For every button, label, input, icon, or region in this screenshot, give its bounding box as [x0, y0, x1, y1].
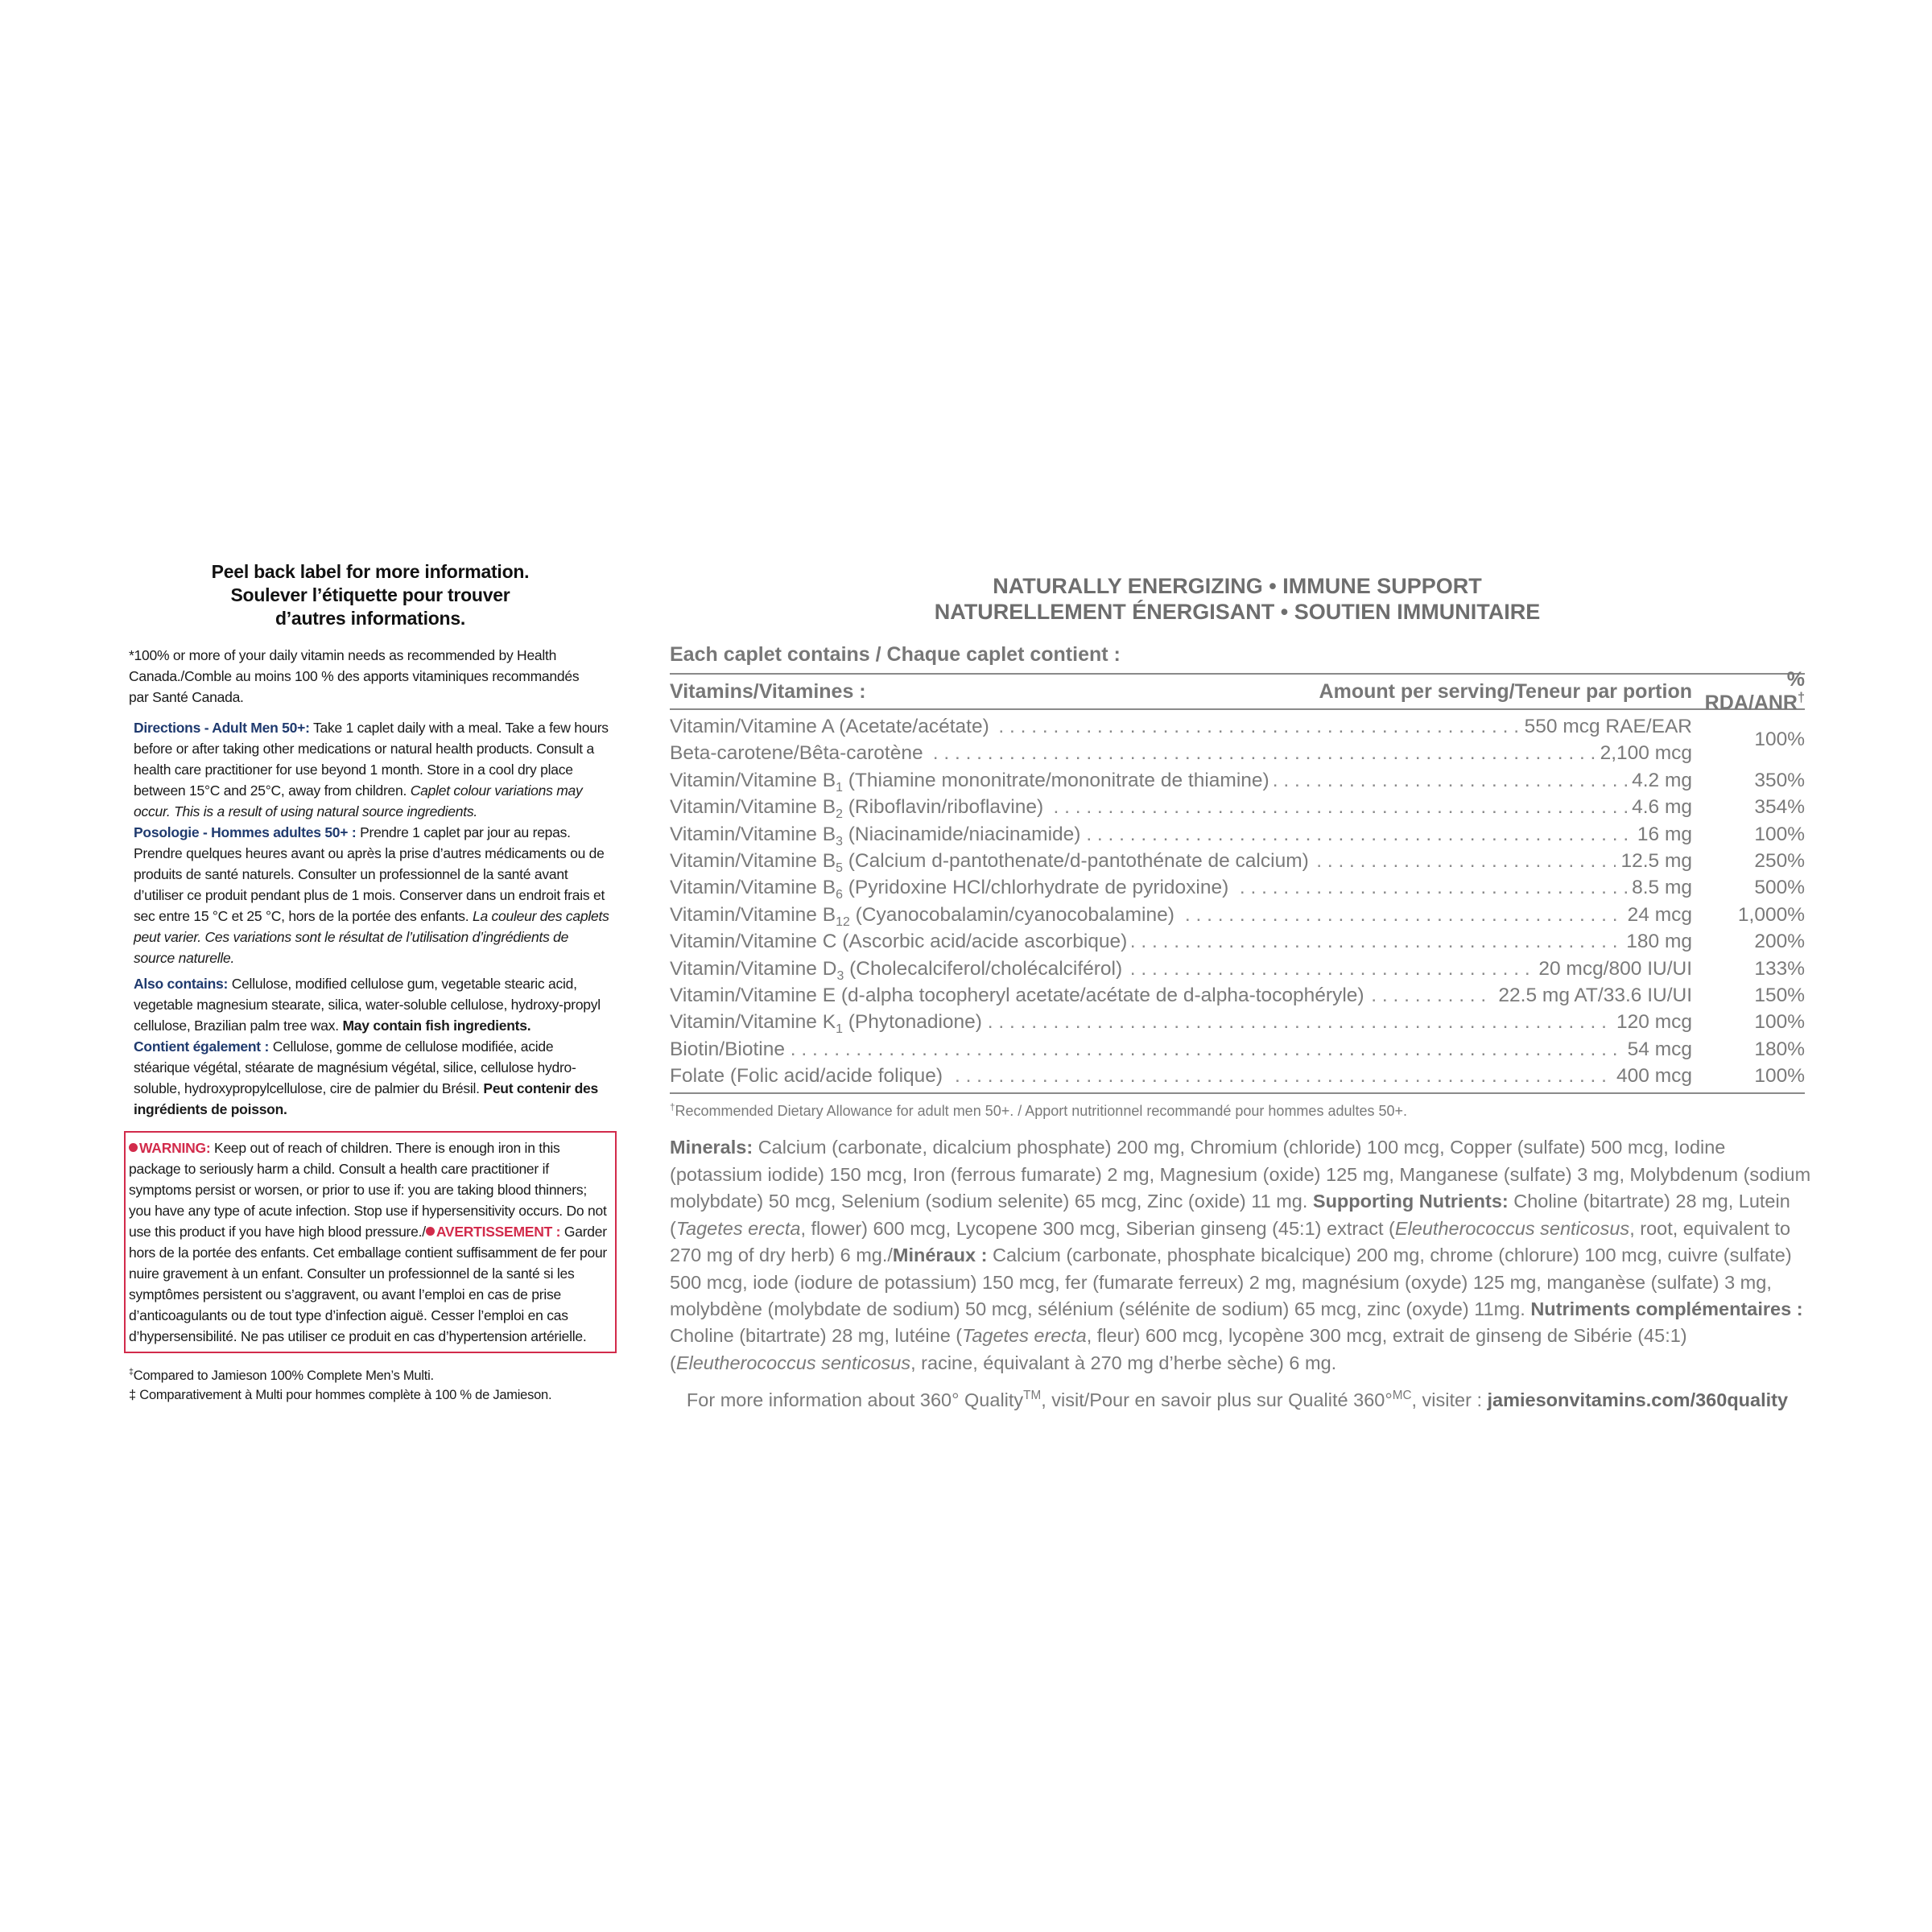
nutrient-name-text [670, 985, 1369, 1006]
directions-fr-label: Posologie - Hommes adultes 50+ : [134, 824, 357, 840]
nutrient-amount: 120 mcg [1612, 1009, 1692, 1035]
nutrient-amount: 12.5 mg [1616, 848, 1692, 874]
supporting-fr-label: Nutriments complémentaires : [1530, 1298, 1803, 1319]
vitamin-a-pct: 100% [1754, 729, 1805, 751]
nutrient-subscript: 3 [836, 968, 844, 982]
vitamin-a-rows [670, 713, 1692, 767]
species-ginseng-en: Eleutherococcus senticosus [1394, 1217, 1630, 1239]
nutrient-name-amount [670, 956, 1692, 982]
nutrient-name-amount [670, 794, 1692, 820]
supporting-en-text-3: , root, equivalent to 270 mg of dry herb) 6 mg./ [670, 1217, 1791, 1266]
nutrient-rda-percent: 180% [1754, 1038, 1805, 1060]
directions-fr-text: Prendre 1 caplet par jour au repas. Prendre quelques heures avant ou après la prise d’autres médicaments ou de produits de santé naturels. Consulter un professionnel de la santé avant d’utiliser ce produit pendant plus de 1 mois. Conserver dans un endroit frais et sec entre 15 °C et 25 °C, hors de la portée des enfants. [134, 824, 605, 924]
peel-line-3: d’autres informations. [275, 608, 466, 629]
nutrient-amount: 54 mcg [1623, 1036, 1692, 1063]
nutrient-name-text [670, 1065, 947, 1087]
also-contains-fr [134, 1036, 612, 1120]
nutrient-amount: 8.5 mg [1627, 874, 1692, 901]
nutrient-amount: 22.5 mg AT/33.6 IU/UI [1493, 982, 1692, 1009]
minerals-en-label: Minerals: [670, 1137, 753, 1158]
nutrient-name-text [670, 1011, 987, 1036]
minerals-paragraph [670, 1134, 1813, 1377]
rda-footnote [670, 1102, 1813, 1120]
nutrient-amount: 16 mg [1633, 821, 1692, 848]
vitamin-a-amount: 550 mcg RAE/EAR [1520, 713, 1692, 740]
nutrient-name-text [670, 877, 1233, 902]
nutrient-amount: 20 mcg/800 IU/UI [1534, 956, 1692, 982]
nutrient-name [670, 928, 1621, 955]
right-panel [670, 573, 1813, 1412]
daily-needs-note [129, 645, 612, 708]
nutrient-name-text [670, 903, 1179, 929]
trademark-mark: TM [1023, 1389, 1042, 1403]
warning-en-text: Keep out of reach of children. There is enough iron in this package to seriously harm a child. Consult a health care practitioner if symptoms persist or worsen, or prior to use if: you are taking blood thinners; you have any type of acute infection. Stop use if hypersensitivity occurs. Do not use this product if you have high blood pressure./ [129, 1140, 607, 1240]
nutrient-name-pre: Vitamin/Vitamine D [670, 957, 837, 980]
supporting-en-text-1: Choline (bitartrate) 28 mg, Lutein ( [670, 1191, 1790, 1239]
species-ginseng-fr: Eleutherococcus senticosus [675, 1352, 911, 1373]
nutrient-name-text [670, 1038, 790, 1060]
more-info-text-3: , visiter : [1411, 1389, 1488, 1411]
nutrient-name [670, 1036, 1623, 1063]
comparison-fr-text: Comparativement à Multi pour hommes complète à 100 % de Jamieson. [139, 1388, 552, 1402]
nutrient-name-text [670, 931, 1132, 952]
directions-en [134, 717, 612, 822]
table-row [670, 874, 1805, 901]
nutrient-name-amount [670, 902, 1692, 928]
nutrient-subscript: 1 [836, 780, 843, 795]
more-info-text-1: For more information about 360° Quality [686, 1389, 1024, 1411]
directions-fr [134, 822, 612, 968]
table-row [670, 767, 1805, 794]
nutrient-rda-percent: 100% [1754, 1011, 1805, 1034]
supporting-en-label: Supporting Nutrients: [1312, 1191, 1509, 1212]
supporting-en-text-2: , flower) 600 mcg, Lycopene 300 mcg, Siberian ginseng (45:1) extract ( [800, 1217, 1395, 1239]
nutrient-rda-percent: 200% [1754, 931, 1805, 953]
vitamin-a-group [670, 713, 1805, 767]
more-info-line [670, 1388, 1805, 1412]
nutrient-name-text [670, 769, 1274, 795]
nutrient-name [670, 1009, 1612, 1035]
table-header [670, 668, 1805, 714]
nutrient-name-text [670, 823, 1085, 848]
also-contains-en-label: Also contains: [134, 976, 229, 992]
nutrient-rda-percent: 150% [1754, 984, 1805, 1006]
double-dagger-mark: ‡ [129, 1367, 134, 1377]
table-row [670, 902, 1805, 928]
peel-back-heading [129, 560, 612, 630]
table-body [670, 710, 1805, 1092]
directions-fr-italic: La couleur des caplets peut varier. Ces variations sont le résultat de l’utilisation d’ingrédients de source naturelle. [134, 908, 609, 966]
nutrient-name-post: (Pyridoxine HCl/chlorhydrate de pyridoxine) [842, 877, 1229, 899]
vitamin-rows [670, 767, 1805, 1090]
also-contains-fr-bold: Peut contenir des ingrédients de poisson. [134, 1080, 598, 1117]
beta-carotene-amount: 2,100 mcg [1596, 740, 1692, 766]
col-amount: Amount per serving/Teneur par portion [1319, 679, 1692, 703]
nutrient-name-post: (Calcium d-pantothenate/d-pantothénate de calcium) [842, 849, 1309, 872]
nutrient-name [670, 956, 1534, 982]
nutrient-amount: 180 mg [1621, 928, 1692, 955]
table-row [670, 713, 1692, 740]
table-row [670, 1036, 1805, 1063]
headline-en: NATURALLY ENERGIZING • IMMUNE SUPPORT [993, 574, 1482, 598]
nutrient-name [670, 821, 1633, 848]
nutrient-name-pre: Vitamin/Vitamine B [670, 796, 836, 819]
daily-needs-text: *100% or more of your daily vitamin needs as recommended by Health Canada./Comble au moins 100 % des apports vitaminiques recommandés par Santé Canada. [129, 647, 580, 705]
warning-dot-icon [426, 1227, 435, 1236]
nutrient-name [670, 1063, 1612, 1089]
supporting-fr-text-3: , racine, équivalant à 270 mg d’herbe sèche) 6 mg. [910, 1352, 1337, 1373]
nutrient-name-amount [670, 1063, 1692, 1089]
comparison-en [129, 1366, 612, 1385]
warning-en-label: WARNING: [139, 1140, 211, 1156]
minerals-fr-label: Minéraux : [892, 1245, 988, 1266]
nutrient-name-amount [670, 1009, 1692, 1035]
nutrient-name-pre: Vitamin/Vitamine K [670, 1011, 836, 1034]
nutrient-name-amount [670, 874, 1692, 901]
nutrient-subscript: 6 [836, 888, 843, 902]
nutrient-name-post: (Riboflavin/riboflavine) [842, 796, 1044, 819]
dagger-mark: † [1797, 690, 1805, 705]
nutrient-name [670, 902, 1623, 928]
warning-fr-label: AVERTISSEMENT : [436, 1224, 561, 1240]
nutrient-name-post: (Cyanocobalamin/cyanocobalamine) [849, 903, 1174, 926]
nutrient-name-text [670, 849, 1314, 875]
beta-carotene-name: Beta-carotene/Bêta-carotène [670, 742, 928, 764]
nutrient-table [670, 668, 1805, 1094]
nutrient-name-amount [670, 928, 1692, 955]
nutrient-name-pre: Vitamin/Vitamine B [670, 823, 836, 845]
nutrient-name-pre: Vitamin/Vitamine B [670, 877, 836, 899]
rda-footnote-text: Recommended Dietary Allowance for adult men 50+. / Apport nutritionnel recommandé pour hommes adultes 50+. [675, 1103, 1408, 1120]
nutrient-name [670, 767, 1627, 794]
nutrient-name-amount [670, 982, 1692, 1009]
nutrient-amount: 4.2 mg [1627, 767, 1692, 794]
double-dagger-mark: ‡ [129, 1388, 136, 1402]
col-rda [1692, 668, 1805, 715]
nutrient-name-pre: Vitamin/Vitamine B [670, 903, 836, 926]
claims-headline [670, 573, 1805, 625]
mc-mark: MC [1392, 1389, 1412, 1403]
nutrient-rda-percent: 250% [1754, 849, 1805, 872]
species-lutein-fr: Tagetes erecta [962, 1325, 1087, 1347]
nutrient-subscript: 12 [836, 914, 850, 929]
also-contains-fr-label: Contient également : [134, 1038, 270, 1055]
nutrient-subscript: 2 [836, 807, 843, 821]
nutrient-rda-percent: 100% [1754, 823, 1805, 845]
nutrient-rda-percent: 500% [1754, 877, 1805, 899]
also-contains-section [129, 973, 612, 1120]
nutrient-name [670, 848, 1616, 874]
nutrient-rda-percent: 100% [1754, 1065, 1805, 1088]
directions-en-text: Take 1 caplet daily with a meal. Take a few hours before or after taking other medications or natural health products. Consult a health care practitioner for use beyond 1 month. Store in a cool dry place between 15°C and 25°C, away from children. [134, 720, 609, 799]
left-panel [129, 560, 612, 1405]
more-info-text-2: , visit/Pour en savoir plus sur Qualité 360° [1041, 1389, 1393, 1411]
table-row [670, 956, 1805, 982]
minerals-en-text: Calcium (carbonate, dicalcium phosphate) 200 mg, Chromium (chloride) 100 mcg, Copper (sulfate) 500 mcg, Iodine (potassium iodide) 150 mcg, Iron (ferrous fumarate) 2 mg, Magnesium (oxide) 125 mg, Manganese (sulfate) 3 mg, Molybdenum (sodium molybdate) 50 mcg, Selenium (sodium selenite) 65 mcg, Zinc (oxide) 11 mg. [670, 1137, 1811, 1212]
comparison-note [129, 1366, 612, 1405]
quality-url-link[interactable]: jamiesonvitamins.com/360quality [1487, 1389, 1789, 1411]
nutrient-name-amount [670, 848, 1692, 874]
col-vitamins: Vitamins/Vitamines : [670, 679, 866, 703]
nutrient-rda-percent: 354% [1754, 796, 1805, 819]
nutrient-name-pre: Vitamin/Vitamine E (d-alpha tocopheryl acetate/acétate de d-alpha-tocophéryle) [670, 984, 1364, 1006]
table-row [670, 928, 1805, 955]
nutrient-name [670, 713, 1520, 740]
nutrient-name-pre: Vitamin/Vitamine C (Ascorbic acid/acide ascorbique) [670, 931, 1128, 953]
supporting-fr-text-1: Choline (bitartrate) 28 mg, lutéine ( [670, 1325, 963, 1347]
col-rda-label: % RDA/ANR [1704, 668, 1805, 714]
nutrient-name-amount [670, 821, 1692, 848]
directions-en-label: Directions - Adult Men 50+: [134, 720, 310, 736]
nutrient-amount: 4.6 mg [1627, 794, 1692, 820]
nutrient-name-pre: Vitamin/Vitamine B [670, 769, 836, 791]
comparison-fr [129, 1385, 612, 1405]
table-row [670, 821, 1805, 848]
nutrient-amount: 24 mcg [1623, 902, 1692, 928]
supporting-fr-text-2: , fleur) 600 mcg, lycopène 300 mcg, extrait de ginseng de Sibérie (45:1) ( [670, 1325, 1687, 1373]
comparison-en-text: Compared to Jamieson 100% Complete Men’s Multi. [133, 1368, 434, 1383]
nutrient-rda-percent: 133% [1754, 957, 1805, 980]
table-row [670, 848, 1805, 874]
peel-line-1: Peel back label for more information. [211, 561, 530, 582]
warning-fr-text: Garder hors de la portée des enfants. Cet emballage contient suffisamment de fer pour nuire gravement à un enfant. Consulter un professionnel de la santé si les symptômes persistent ou s’aggravent, ou avant l’emploi en cas de prise d’anticoagulants ou de tout type d’infection aiguë. Cesser l’emploi en cas d’hypersensibilité. Ne pas utiliser ce produit en cas d’hypertension artérielle. [129, 1224, 608, 1344]
also-contains-en-text: Cellulose, modified cellulose gum, vegetable stearic acid, vegetable magnesium stearate, silica, water-soluble cellulose, hydroxy-propyl cellulose, Brazilian palm tree wax. [134, 976, 601, 1034]
also-contains-fr-text: Cellulose, gomme de cellulose modifiée, acide stéarique végétal, stéarate de magnésium végétal, silice, cellulose hydro-soluble, hydroxypropylcellulose, cire de palmier du Brésil. [134, 1038, 576, 1096]
nutrient-subscript: 1 [836, 1022, 843, 1036]
nutrient-name-post: (Phytonadione) [842, 1011, 982, 1034]
directions-section [129, 717, 612, 968]
vitamin-a-name: Vitamin/Vitamine A (Acetate/acétate) [670, 716, 994, 737]
nutrient-name [670, 982, 1493, 1009]
minerals-fr-text: Calcium (carbonate, phosphate bicalcique) 200 mg, chrome (chlorure) 100 mcg, cuivre (sulfate) 500 mcg, iode (iodure de potassium) 150 mcg, fer (fumarate ferreux) 2 mg, magnésium (oxyde) 125 mg, manganèse (sulfate) 3 mg, molybdène (molybdate de sodium) 50 mcg, sélénium (sélénite de sodium) 65 mcg, zinc (oxyde) 11mg. [670, 1245, 1792, 1319]
headline-fr: NATURELLEMENT ÉNERGISANT • SOUTIEN IMMUNITAIRE [934, 600, 1541, 624]
nutrient-name-pre: Vitamin/Vitamine B [670, 849, 836, 872]
directions-en-italic: Caplet colour variations may occur. This is a result of using natural source ingredients. [134, 782, 583, 819]
nutrient-name [670, 874, 1627, 901]
species-lutein-en: Tagetes erecta [675, 1217, 801, 1239]
table-row [670, 1063, 1805, 1089]
nutrient-name-amount [670, 1036, 1692, 1063]
table-row [670, 1009, 1805, 1035]
warning-dot-icon [129, 1143, 138, 1152]
nutrient-name [670, 794, 1627, 820]
also-contains-en-bold: May contain fish ingredients. [342, 1018, 531, 1034]
nutrient-name-post: (Thiamine mononitrate/mononitrate de thiamine) [842, 769, 1269, 791]
nutrient-subscript: 5 [836, 861, 843, 875]
nutrient-name-post: (Niacinamide/niacinamide) [842, 823, 1081, 845]
also-contains-en [134, 973, 612, 1036]
nutrient-name-pre: Folate (Folic acid/acide folique) [670, 1065, 943, 1088]
nutrient-name-post: (Cholecalciferol/cholécalciférol) [844, 957, 1123, 980]
peel-line-2: Soulever l’étiquette pour trouver [230, 584, 510, 605]
nutrient-rda-percent: 1,000% [1737, 903, 1805, 926]
nutrient-name [670, 740, 1596, 766]
nutrient-name-pre: Biotin/Biotine [670, 1038, 786, 1060]
table-row [670, 794, 1805, 820]
nutrient-amount: 400 mcg [1612, 1063, 1692, 1089]
nutrient-subscript: 3 [836, 834, 843, 848]
nutrient-rda-percent: 350% [1754, 769, 1805, 791]
dagger-mark: † [670, 1102, 675, 1113]
table-row [670, 740, 1692, 766]
table-row [670, 982, 1805, 1009]
each-caplet-heading: Each caplet contains / Chaque caplet contient : [670, 643, 1121, 666]
nutrient-name-text [670, 796, 1048, 821]
nutrient-name-amount [670, 767, 1692, 794]
warning-box [124, 1131, 617, 1353]
nutrient-name-text [670, 958, 1127, 980]
